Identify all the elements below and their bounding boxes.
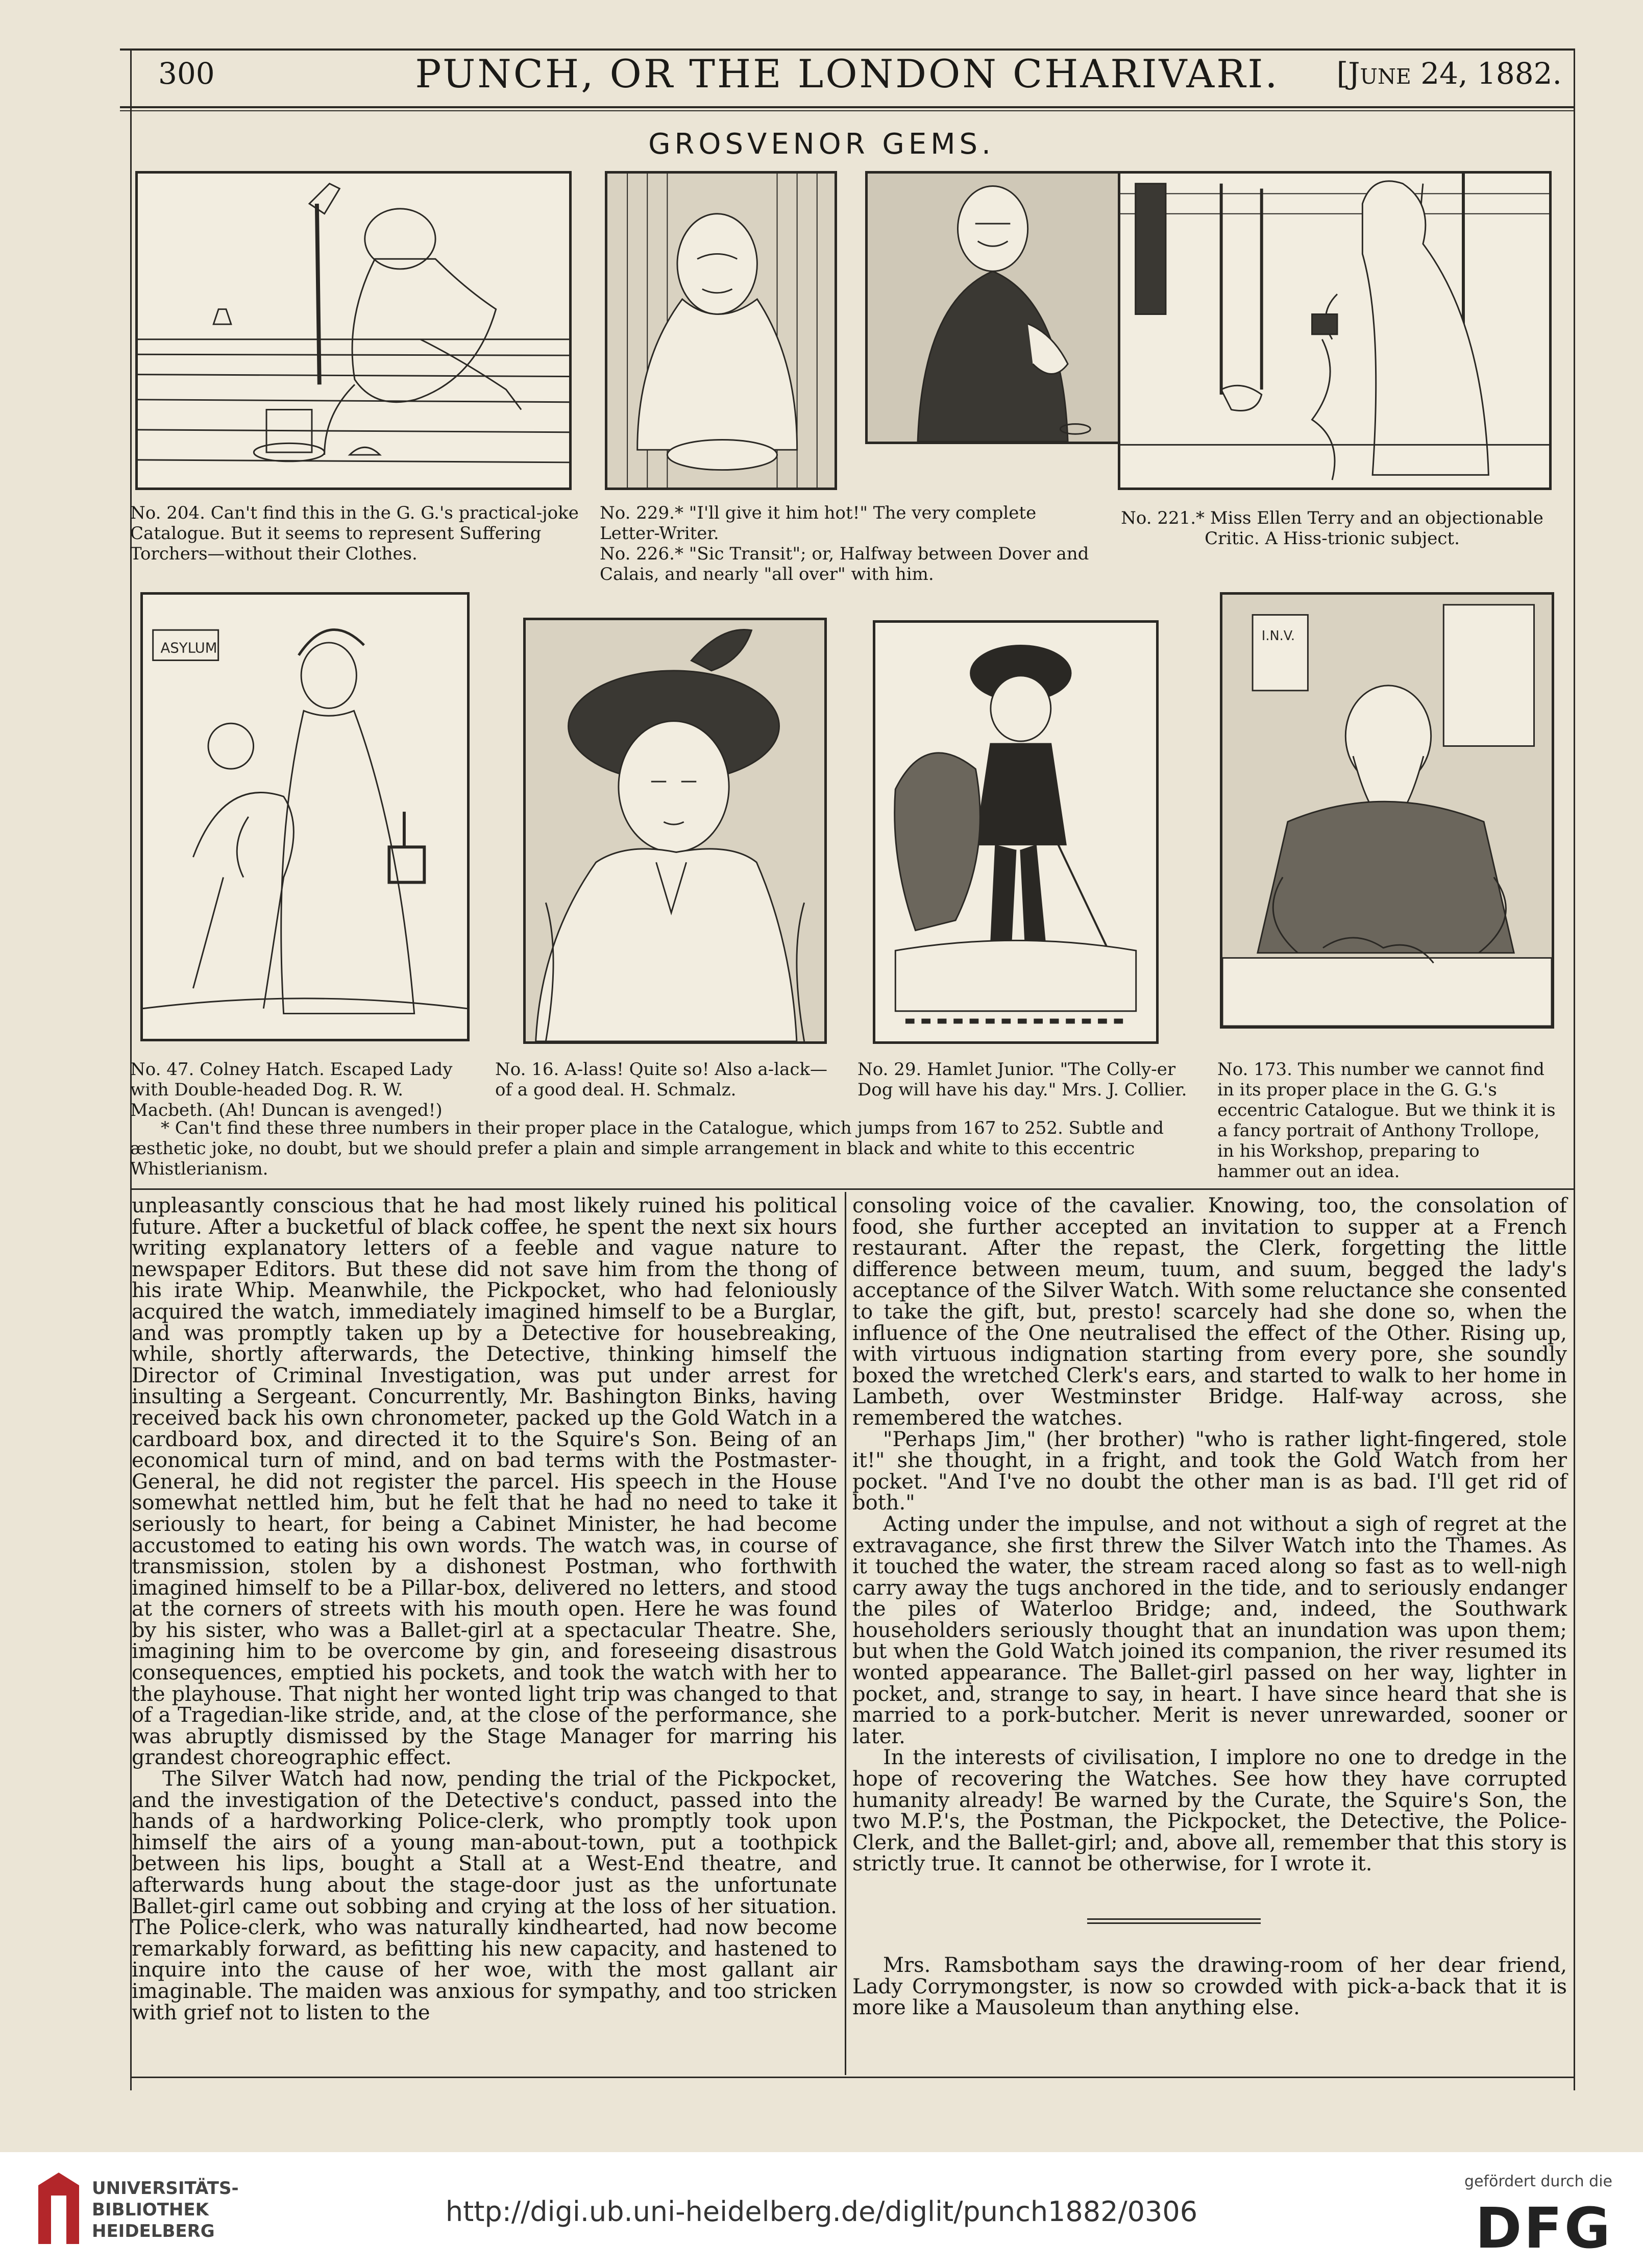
ramsbotham-item (852, 1955, 1567, 2019)
article-left-column (132, 1196, 837, 2023)
column-rule (845, 1192, 846, 2075)
caption-no-226: No. 226.* "Sic Transit"; or, Halfway between Dover and Calais, and nearly "all over" with him. (600, 544, 1089, 584)
article-right-column (852, 1196, 1567, 1875)
page-bottom-rule (130, 2077, 1575, 2078)
dfg-logo: DFG (1475, 2196, 1612, 2261)
page-right-border (1574, 48, 1575, 2090)
illustration-torch-bearer (135, 171, 572, 490)
library-name-line: UNIVERSITÄTS- (92, 2178, 239, 2199)
section-separator-double (1087, 1922, 1261, 1924)
issue-date: [June 24, 1882. (1336, 56, 1562, 91)
page-number: 300 (158, 56, 215, 91)
caption-no-204: No. 204. Can't find this in the G. G.'s practical-joke Catalogue. But it seems to represent Suffering Torchers—without their Clothes. (130, 503, 579, 564)
bottle-label-text: I.N.V. (1261, 628, 1295, 644)
illustration-colney-hatch (140, 592, 470, 1041)
masthead-title: PUNCH, OR THE LONDON CHARIVARI. (415, 51, 1280, 96)
header-double-rule (120, 110, 1575, 111)
paragraph: In the interests of civilisation, I implore no one to dredge in the hope of recovering the Watches. See how they have corrupted humanity already! Be warned by the Curate, the Squire's Son, the two M.P.'s, the Postman, the Pickpocket, the Detective, the Police-Clerk, and the Ballet-girl; and, above all, remember that this story is strictly true. It cannot be otherwise, for I wrote it. (852, 1746, 1567, 1876)
paragraph: unpleasantly conscious that he had most likely ruined his political future. After a bucketful of black coffee, he spent the next six hours writing explanatory letters of a feeble and vague nature to newspaper Editors. But these did not save him from the thong of his irate Whip. Meanwhile, the Pickpocket, who had feloniously acquired the watch, immediately imagined himself to be a Burglar, and was promptly taken up by a Detective for housebreaking, while, shortly afterwards, the Detective, thinking himself the Director of Criminal Investigation, was put under arrest for insulting a Sergeant. Concurrently, Mr. Bashington Binks, having received back his own chronometer, packed up the Gold Watch in a cardboard box, and directed it to the Squire's Son. Being of an economical turn of mind, and on bad terms with the Postmaster-General, he did not register the parcel. His speech in the House somewhat nettled him, but he felt that he had no need to take it seriously to heart, for being a Cabinet Minister, he had become accustomed to eating his own words. The watch was, in course of transmission, stolen by a dishonest Postman, who forthwith imagined himself to be a Pillar-box, delivered no letters, and stood at the corners of streets with his mouth open. Here he was found by his sister, who was a Ballet-girl at a spectacular Theatre. She, imagining him to be overcome by gin, and foreseeing disastrous consequences, emptied his pockets, and took the watch with her to the playhouse. That night her wonted light trip was changed to that of a Tragedian-like stride, and, at the close of the performance, she was abruptly dismissed by the Stage Manager for marring his grandest choreographic effect. (132, 1194, 837, 1770)
illustration-ellen-terry (1118, 171, 1552, 490)
section-separator (1087, 1918, 1261, 1920)
header-top-rule (120, 48, 1575, 51)
caption-no-173: No. 173. This number we cannot find in its proper place in the G. G.'s eccentric Catalogue. But we think it is a fancy portrait of Anthony Trollope, in his Workshop, preparing to hammer out an idea. (1217, 1059, 1556, 1182)
paragraph: consoling voice of the cavalier. Knowing, too, the consolation of food, she further accepted an invitation to supper at a French restaurant. After the repast, the Clerk, forgetting the little difference between meum, tuum, and suum, begged the lady's acceptance of the Silver Watch. With some reluctance she consented to take the gift, but, presto! scarcely had she done so, when the influence of the One neutralised the effect of the Other. Rising up, with virtuous indignation starting from every pore, she soundly boxed the wretched Clerk's ears, and started to walk to her home in Lambeth, over Westminster Bridge. Half-way across, she remembered the watches. (852, 1194, 1567, 1430)
caption-no-29: No. 29. Hamlet Junior. "The Colly-er Dog will have his day." Mrs. J. Collier. (857, 1059, 1187, 1100)
header-bottom-rule (120, 106, 1575, 108)
caption-no-221: No. 221.* Miss Ellen Terry and an objectionable Critic. A Hiss-trionic subject. (1121, 508, 1543, 549)
illustration-trollope-workshop (1220, 592, 1554, 1029)
paragraph: Acting under the impulse, and not without a sigh of regret at the extravagance, she first threw the Silver Watch into the Thames. As it touched the water, the stream raced along so fast as to well-nigh carry away the tugs anchored in the tide, and to seriously endanger the piles of Waterloo Bridge; and, indeed, the Southwark householders seriously thought that an inundation was upon them; but when the Gold Watch joined its companion, the river resumed its wonted appearance. The Ballet-girl passed on her way, lighter in pocket, and, strange to say, in heart. I have since heard that she is married to a pork-butcher. Merit is never unrewarded, sooner or later. (852, 1512, 1567, 1748)
paragraph: "Perhaps Jim," (her brother) "who is rather light-fingered, stole it!" she thought, in a fright, and took the Gold Watch from her pocket. "And I've no doubt the other man is as bad. I'll get rid of both." (852, 1427, 1567, 1515)
library-name-line: BIBLIOTHEK (92, 2200, 209, 2220)
illustration-alass (523, 618, 827, 1044)
paragraph: Mrs. Ramsbotham says the drawing-room of her dear friend, Lady Corrymongster, is now so crowded with pick-a-back that it is more like a Mausoleum than anything else. (852, 1954, 1567, 2020)
illustration-sic-transit (865, 171, 1123, 444)
illustrations-divider (130, 1188, 1575, 1190)
section-title: GROSVENOR GEMS. (648, 128, 995, 161)
library-footer (0, 2152, 1643, 2268)
asylum-sign-text: ASYLUM (160, 639, 217, 656)
catalogue-footnote: * Can't find these three numbers in their proper place in the Catalogue, which jumps from 167 to 252. Subtle and æsthetic joke, no doubt, but we should prefer a plain and simple arrangement in black and white to this eccentric Whistlerianism. (130, 1118, 1164, 1179)
illustration-letter-writer (605, 171, 837, 490)
caption-no-16: No. 16. A-lass! Quite so! Also a-lack—of a good deal. H. Schmalz. (495, 1059, 827, 1100)
illustration-hamlet-junior (873, 620, 1159, 1044)
caption-no-229: No. 229.* "I'll give it him hot!" The very complete Letter-Writer. (600, 503, 1037, 544)
caption-no-47: No. 47. Colney Hatch. Escaped Lady with Double-headed Dog. R. W. Macbeth. (Ah! Duncan is avenged!) (130, 1059, 453, 1120)
source-url-link[interactable]: http://digi.ub.uni-heidelberg.de/diglit/punch1882/0306 (445, 2196, 1198, 2228)
library-name-line: HEIDELBERG (92, 2221, 215, 2241)
page-header (128, 51, 1567, 107)
sponsor-text: gefördert durch die (1464, 2173, 1612, 2190)
paragraph: The Silver Watch had now, pending the trial of the Pickpocket, and the investigation of the Detective's conduct, passed into the hands of a hardworking Police-clerk, who promptly took upon himself the airs of a young man-about-town, put a toothpick between his lips, bought a Stall at a West-End theatre, and afterwards hung about the stage-door just as the unfortunate Ballet-girl came out sobbing and crying at the loss of her situation. The Police-clerk, who was naturally kindhearted, had now become remarkably forward, as befitting his new capacity, and hastened to inquire into the cause of her woe, with the most gallant air imaginable. The maiden was anxious for sympathy, and too stricken with grief not to listen to the (132, 1767, 837, 2025)
